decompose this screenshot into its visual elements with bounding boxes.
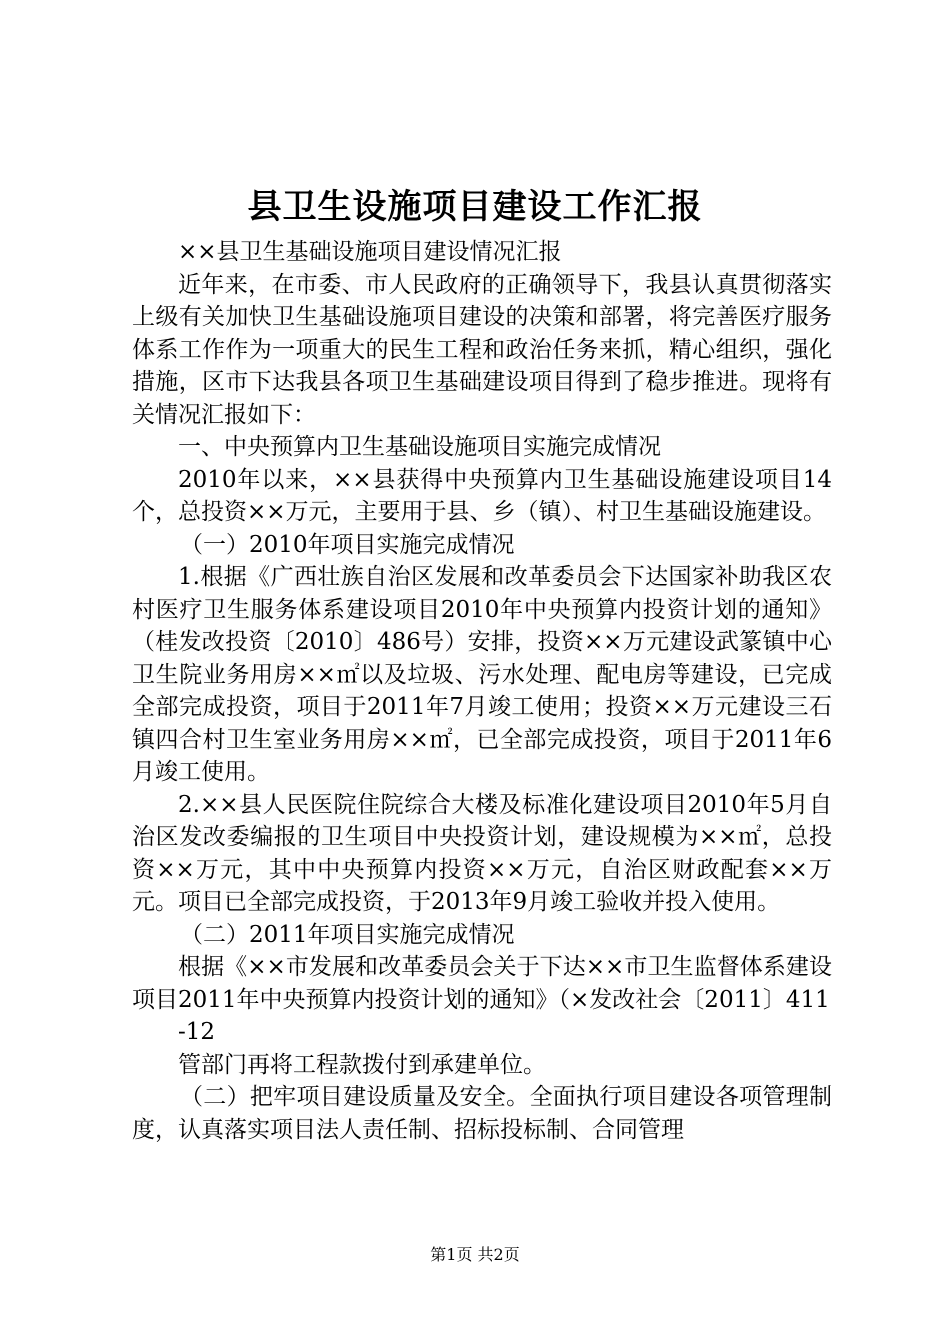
page-footer: 第1页 共2页 [430, 1245, 520, 1264]
section-1-summary: 2010年以来，××县获得中央预算内卫生基础设施建设项目14个，总投资××万元，主要用于县、乡（镇）、村卫生基础设施建设。 [132, 466, 832, 525]
payment-paragraph: 管部门再将工程款拨付到承建单位。 [178, 1051, 546, 1078]
item-2011-paragraph: 根据《××市发展和改革委员会关于下达××市卫生监督体系建设项目2011年中央预算内投资计划的通知》（×发改社会〔2011〕411 [132, 954, 832, 1013]
document-title: 县卫生设施项目建设工作汇报 [247, 187, 703, 227]
intro-paragraph: 近年来，在市委、市人民政府的正确领导下，我县认真贯彻落实上级有关加快卫生基础设施项目建设的决策和部署，将完善医疗服务体系工作作为一项重大的民生工程和政治任务来抓，精心组织，强化措施，区市下达我县各项卫生基础建设项目得到了稳步推进。现将有关情况汇报如下： [132, 271, 832, 428]
report-heading: ××县卫生基础设施项目建设情况汇报 [178, 239, 562, 265]
item-2-paragraph: 2.××县人民医院住院综合大楼及标准化建设项目2010年5月自治区发改委编报的卫生项目中央投资计划，建设规模为××㎡，总投资××万元，其中中央预算内投资××万元，自治区财政配套××万元。项目已全部完成投资，于2013年9月竣工验收并投入使用。 [132, 791, 832, 915]
subsection-heading-2010: （一）2010年项目实施完成情况 [180, 531, 515, 558]
item-1-paragraph: 1.根据《广西壮族自治区发展和改革委员会下达国家补助我区农村医疗卫生服务体系建设项目2010年中央预算内投资计划的通知》（桂发改投资〔2010〕486号）安排，投资××万元建设武篆镇中心卫生院业务用房××㎡以及垃圾、污水处理、配电房等建设，已完成全部完成投资，项目于2011年7月竣工使用；投资××万元建设三石镇四合村卫生室业务用房××㎡，已全部完成投资，项目于2011年6月竣工使用。 [132, 564, 832, 785]
section-heading-1: 一、中央预算内卫生基础设施项目实施完成情况 [178, 434, 661, 460]
fragment-line: -12 [178, 1019, 216, 1045]
quality-paragraph: （二）把牢项目建设质量及安全。全面执行项目建设各项管理制度，认真落实项目法人责任制、招标投标制、合同管理 [132, 1084, 832, 1143]
subsection-heading-2011: （二）2011年项目实施完成情况 [180, 921, 515, 948]
document-body [132, 236, 832, 1146]
